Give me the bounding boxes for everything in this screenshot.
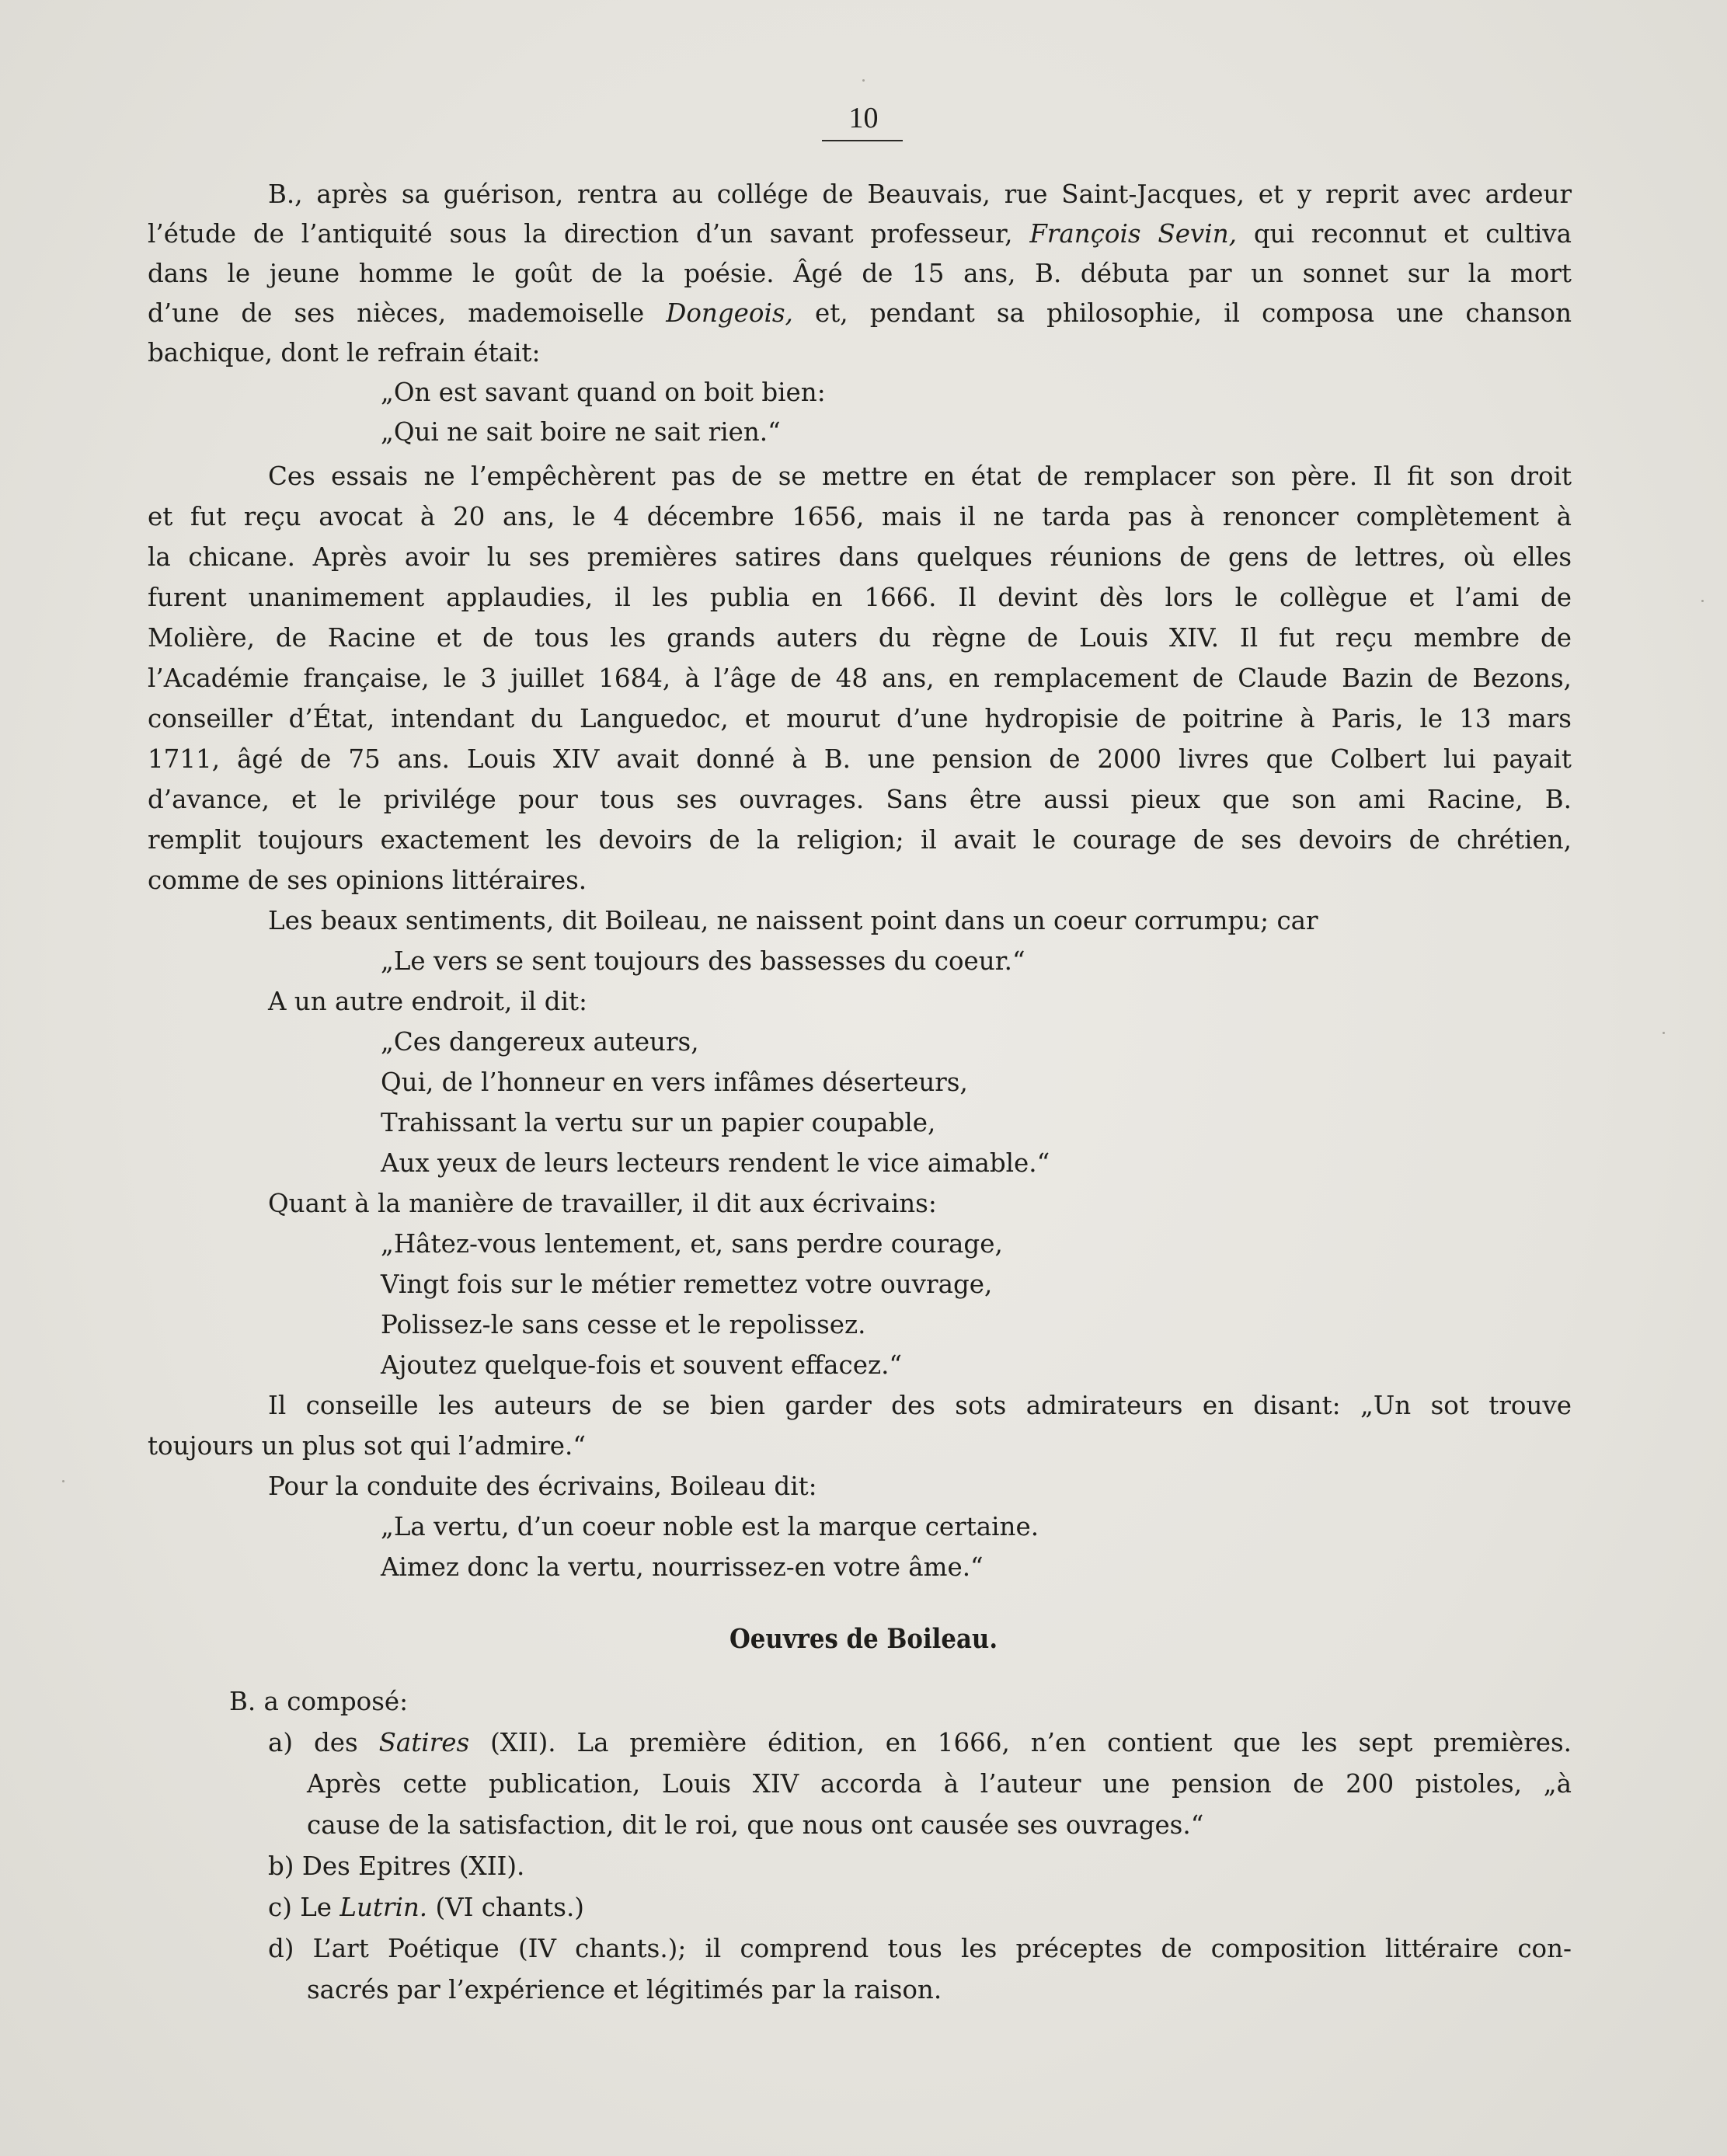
song-line: „On est savant quand on boit bien:: [381, 378, 826, 407]
section-heading: Oeuvres de Boileau.: [729, 1623, 998, 1655]
scan-speck: [62, 1480, 64, 1482]
text-run: qui reconnut et cultiva: [1236, 219, 1572, 249]
verse-line: Vingt fois sur le métier remettez votre ouvrage,: [381, 1270, 993, 1299]
paragraph-line: comme de ses opinions littéraires.: [148, 866, 587, 895]
paragraph-line: Molière, de Racine et de tous les grands auters du règne de Louis XIV. Il fut reçu membre de: [148, 623, 1572, 653]
list-item-c: [268, 1888, 1572, 1927]
list-item-d-continued: sacrés par l’expérience et légitimés par la raison.: [307, 1975, 942, 2004]
verse-line: Aux yeux de leurs lecteurs rendent le vice aimable.“: [381, 1148, 1050, 1178]
text-run: d’une de ses nièces, mademoiselle: [148, 298, 667, 328]
text-run: c) Le: [268, 1893, 340, 1922]
text-run: et, pendant sa philosophie, il composa une chanson: [792, 298, 1572, 328]
person-name: François Sevin,: [1029, 219, 1237, 249]
list-item-d: d) L’art Poétique (IV chants.); il comprend tous les préceptes de composition littéraire con-: [268, 1934, 1572, 1963]
paragraph-line: A un autre endroit, il dit:: [268, 987, 587, 1016]
list-item-a: [268, 1723, 1572, 1762]
page-number-rule: [822, 140, 903, 141]
paragraph-line: l’Académie française, le 3 juillet 1684, à l’âge de 48 ans, en remplacement de Claude Bazin de Bezons,: [148, 664, 1572, 693]
paragraph-line: conseiller d’État, intendant du Languedoc, et mourut d’une hydropisie de poitrine à Paris, le 13 mars: [148, 704, 1572, 733]
verse-line: „La vertu, d’un coeur noble est la marque certaine.: [381, 1512, 1039, 1541]
text-run: a) des: [268, 1728, 379, 1757]
paragraph-line: remplit toujours exactement les devoirs de la religion; il avait le courage de ses devoirs de chrétien,: [148, 825, 1572, 855]
verse-line: Ajoutez quelque-fois et souvent effacez.“: [381, 1350, 903, 1380]
verse-line: „Ces dangereux auteurs,: [381, 1027, 699, 1057]
verse-line: Trahissant la vertu sur un papier coupable,: [381, 1108, 936, 1137]
paragraph-line: furent unanimement applaudies, il les publia en 1666. Il devint dès lors le collègue et l’ami de: [148, 583, 1572, 612]
paragraph-line: Il conseille les auteurs de se bien garder des sots admirateurs en disant: „Un sot trouve: [268, 1391, 1572, 1420]
paragraph-line: Ces essais ne l’empêchèrent pas de se mettre en état de remplacer son père. Il fit son droit: [268, 462, 1572, 491]
paragraph-line: bachique, dont le refrain était:: [148, 338, 541, 367]
paragraph-line: toujours un plus sot qui l’admire.“: [148, 1431, 586, 1461]
scan-speck: [1663, 1032, 1665, 1034]
paragraph-line: [148, 294, 1572, 333]
paragraph-line: Quant à la manière de travailler, il dit aux écrivains:: [268, 1189, 937, 1218]
verse-line: Qui, de l’honneur en vers infâmes déserteurs,: [381, 1068, 968, 1097]
verse-line: Polissez-le sans cesse et le repolissez.: [381, 1310, 866, 1339]
paragraph-line: 1711, âgé de 75 ans. Louis XIV avait donné à B. une pension de 2000 livres que Colbert lui payait: [148, 744, 1572, 774]
text-run: l’étude de l’antiquité sous la direction d’un savant professeur,: [148, 219, 1030, 249]
scan-speck: [1701, 600, 1704, 602]
paragraph-line: [148, 214, 1572, 253]
list-item-a-continued: cause de la satisfaction, dit le roi, que nous ont causée ses ouvrages.“: [307, 1810, 1204, 1840]
paragraph-line: Pour la conduite des écrivains, Boileau dit:: [268, 1472, 817, 1501]
paragraph-line: dans le jeune homme le goût de la poésie. Âgé de 15 ans, B. débuta par un sonnet sur la mort: [148, 259, 1572, 288]
paragraph-line: B., après sa guérison, rentra au collége de Beauvais, rue Saint-Jacques, et y reprit avec ardeur: [268, 179, 1572, 209]
paragraph-line: d’avance, et le privilége pour tous ses ouvrages. Sans être aussi pieux que son ami Racine, B.: [148, 785, 1572, 814]
verse-line: Aimez donc la vertu, nourrissez-en votre âme.“: [381, 1552, 984, 1582]
list-item-a-continued: Après cette publication, Louis XIV accorda à l’auteur une pension de 200 pistoles, „à: [307, 1769, 1572, 1799]
quote-line: „Le vers se sent toujours des bassesses du coeur.“: [381, 946, 1025, 976]
text-run: (XII). La première édition, en 1666, n’en contient que les sept premières.: [469, 1728, 1572, 1757]
work-title: Satires: [378, 1728, 470, 1757]
text-run: (VI chants.): [427, 1893, 584, 1922]
verse-line: „Hâtez-vous lentement, et, sans perdre courage,: [381, 1229, 1003, 1259]
song-line: „Qui ne sait boire ne sait rien.“: [381, 417, 781, 447]
work-title: Lutrin.: [339, 1893, 428, 1922]
list-lead: B. a composé:: [229, 1687, 409, 1716]
person-name: Dongeois,: [666, 298, 793, 328]
paragraph-line: la chicane. Après avoir lu ses premières satires dans quelques réunions de gens de lettres, où elles: [148, 542, 1572, 572]
list-item-b: b) Des Epitres (XII).: [268, 1851, 525, 1881]
paragraph-line: Les beaux sentiments, dit Boileau, ne naissent point dans un coeur corrumpu; car: [268, 906, 1318, 935]
page-number: 10: [848, 102, 879, 134]
scan-speck: [862, 79, 865, 82]
paragraph-line: et fut reçu avocat à 20 ans, le 4 décembre 1656, mais il ne tarda pas à renoncer complètement à: [148, 502, 1572, 531]
